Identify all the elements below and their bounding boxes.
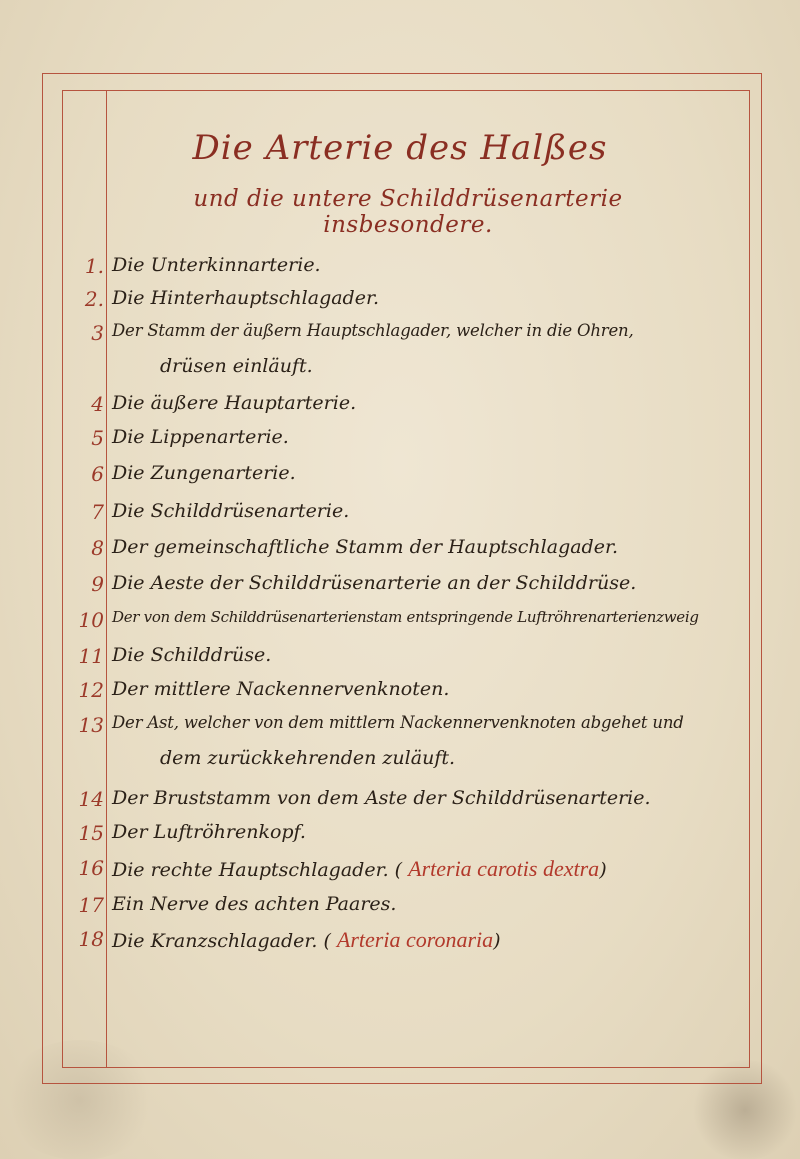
item-number: 13 [78, 713, 104, 737]
list-item [0, 500, 800, 540]
list-item [0, 856, 800, 896]
item-text: Der Stamm der äußern Hauptschlagader, welcher in die Ohren, [112, 321, 634, 340]
closing-paren: ) [599, 859, 607, 881]
item-text: Der Ast, welcher von dem mittlern Nackennervenknoten abgehet und [112, 713, 684, 732]
item-text-german: Die rechte Hauptschlagader. ( [112, 859, 403, 881]
item-text: Der Bruststamm von dem Aste der Schilddrüsenarterie. [112, 787, 651, 809]
list-item [0, 678, 800, 718]
item-text: Der Luftröhrenkopf. [112, 821, 306, 843]
item-text: Der mittlere Nackennervenknoten. [112, 678, 450, 700]
list-item [0, 821, 800, 861]
item-number: 7 [91, 500, 104, 524]
item-number: 2. [84, 287, 104, 311]
list-item [0, 927, 800, 967]
item-text: Ein Nerve des achten Paares. [112, 893, 397, 915]
item-text: Der von dem Schilddrüsenarterienstam entspringende Luftröhrenarterienzweig [112, 608, 699, 626]
item-number: 16 [78, 856, 104, 880]
item-text [112, 856, 737, 882]
list-item [0, 572, 800, 612]
item-number: 10 [78, 608, 104, 632]
item-text: Die Hinterhauptschlagader. [112, 287, 380, 309]
item-number: 5 [91, 426, 104, 450]
list-item [0, 536, 800, 576]
list-item [0, 608, 800, 648]
item-text [112, 927, 737, 953]
page-title: Die Arterie des Halßes [192, 128, 608, 168]
item-text: Die Unterkinnarterie. [112, 254, 321, 276]
list-item-continuation [0, 355, 800, 395]
item-number: 9 [91, 572, 104, 596]
list-item [0, 426, 800, 466]
item-number: 12 [78, 678, 104, 702]
item-text: Der gemeinschaftliche Stamm der Hauptschlagader. [112, 536, 618, 558]
item-number: 11 [78, 644, 104, 668]
item-text: Die Zungenarterie. [112, 462, 296, 484]
item-text: Die Lippenarterie. [112, 426, 289, 448]
page-subtitle: und die untere Schilddrüsenarterie insbesondere. [193, 186, 623, 238]
item-number: 3 [91, 321, 104, 345]
item-text: Die äußere Hauptarterie. [112, 392, 357, 414]
item-text: Die Schilddrüse. [112, 644, 272, 666]
list-item [0, 462, 800, 502]
item-number: 6 [91, 462, 104, 486]
item-number: 14 [78, 787, 104, 811]
latin-term: Arteria coronaria [336, 927, 494, 952]
item-number: 8 [91, 536, 104, 560]
item-text-german: Die Kranzschlagader. ( [112, 930, 331, 952]
item-number: 15 [78, 821, 104, 845]
item-text: Die Schilddrüsenarterie. [112, 500, 350, 522]
item-number: 1. [84, 254, 104, 278]
item-number: 18 [78, 927, 104, 951]
latin-term: Arteria carotis dextra [408, 856, 600, 881]
item-text-continuation: drüsen einläuft. [160, 355, 313, 377]
closing-paren: ) [493, 930, 501, 952]
item-text: Die Aeste der Schilddrüsenarterie an der Schilddrüse. [112, 572, 637, 594]
list-item-continuation [0, 747, 800, 787]
item-text-continuation: dem zurückkehrenden zuläuft. [160, 747, 456, 769]
item-number: 4 [91, 392, 104, 416]
item-number: 17 [78, 893, 104, 917]
